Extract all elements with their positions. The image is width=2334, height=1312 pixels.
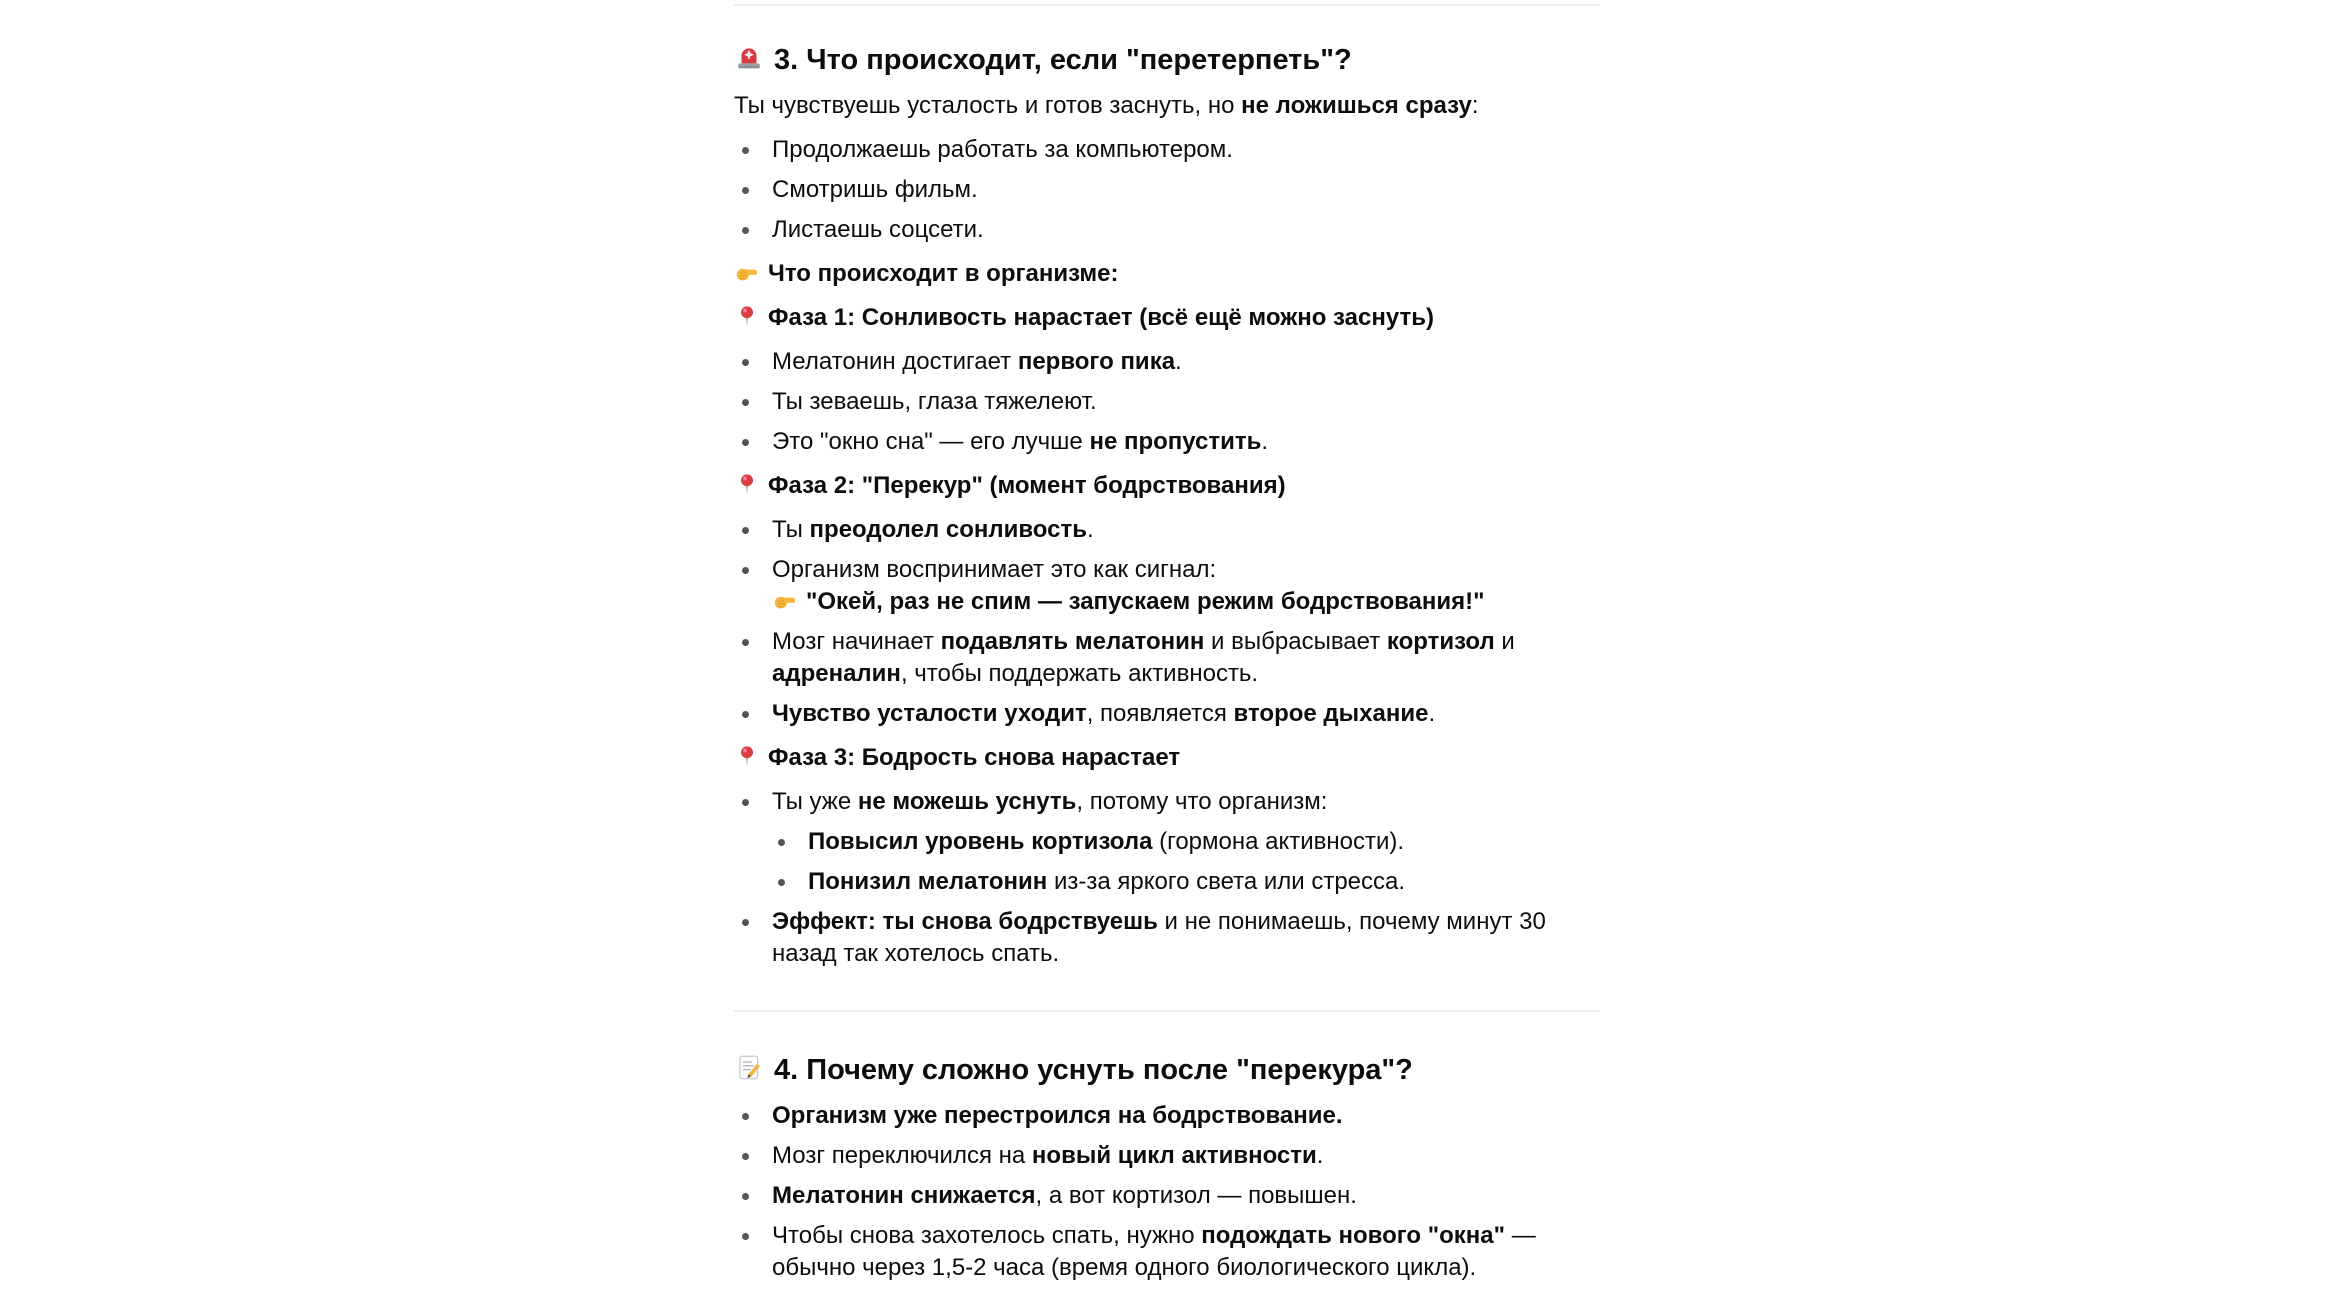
bold-text: Эффект: ты снова бодрствуешь [772, 908, 1158, 935]
text-run: (гормона активности). [1152, 828, 1405, 855]
list-item [808, 826, 1600, 858]
nested-bullet-list [772, 826, 1600, 898]
bold-text: Чувство усталости уходит [772, 700, 1087, 727]
point-right-icon [734, 260, 760, 286]
bold-text: Мелатонин снижается [772, 1182, 1036, 1209]
list-item [772, 214, 1600, 246]
text-run: Мелатонин достигает [772, 348, 1018, 375]
text-run: . [1428, 700, 1436, 727]
phase-1-heading [734, 302, 1600, 334]
text-run: и не понимаешь, почему минут 30 назад так хотелось спать. [772, 908, 1546, 967]
bold-text: второе дыхание [1233, 700, 1429, 727]
document-content [734, 4, 1600, 1284]
text-run: , чтобы поддержать активность. [900, 660, 1259, 687]
list-item [772, 554, 1600, 618]
text-run: , потому что организм: [1076, 788, 1328, 815]
list-item [772, 174, 1600, 206]
list-item [772, 346, 1600, 378]
text-run: Смотришь фильм. [772, 176, 978, 203]
bold-text: Повысил уровень кортизола [808, 828, 1153, 855]
list-item [772, 134, 1600, 166]
text-run: Чтобы снова захотелось спать, нужно [772, 1222, 1202, 1249]
text-run: Продолжаешь работать за компьютером. [772, 136, 1233, 163]
bold-text: Понизил мелатонин [808, 868, 1048, 895]
list-item [772, 626, 1600, 690]
bold-text: Фаза 3: Бодрость снова нарастает [768, 744, 1181, 771]
bold-text: подождать нового "окна" [1201, 1222, 1506, 1249]
list-item [772, 698, 1600, 730]
bold-text: Организм уже перестроился на бодрствование. [772, 1102, 1343, 1129]
bold-text: кортизол [1386, 628, 1495, 655]
bold-text: адреналин [772, 660, 901, 687]
section-4-list [734, 1100, 1600, 1284]
pushpin-icon [734, 744, 760, 770]
phase-2-heading [734, 470, 1600, 502]
siren-icon [734, 43, 764, 73]
bold-text: Что происходит в организме: [768, 260, 1119, 287]
text-run: Листаешь соцсети. [772, 216, 984, 243]
text-run: из-за яркого света или стресса. [1047, 868, 1406, 895]
text-run: Ты уже [772, 788, 858, 815]
text-run: : [1471, 92, 1479, 119]
list-item [772, 906, 1600, 970]
text-run: Мозг начинает [772, 628, 941, 655]
list-item [772, 514, 1600, 546]
section-divider [734, 1010, 1600, 1012]
distraction-list [734, 134, 1600, 246]
list-item [772, 1100, 1600, 1132]
list-item [808, 866, 1600, 898]
text-run: . [1175, 348, 1182, 375]
text-run: Мозг переключился на [772, 1142, 1032, 1169]
bold-text: первого пика [1017, 348, 1176, 375]
memo-icon [734, 1053, 764, 1083]
text-run: Ты [772, 516, 810, 543]
bold-text: не можешь уснуть [857, 788, 1077, 815]
bold-text: 4. Почему сложно уснуть после "перекура"? [774, 1054, 1413, 1086]
pushpin-icon [734, 472, 760, 498]
list-item [772, 1220, 1600, 1284]
list-item [772, 1180, 1600, 1212]
phase-2-list [734, 514, 1600, 730]
bold-text: 3. Что происходит, если "перетерпеть"? [774, 44, 1352, 76]
text-run: — обычно через 1,5-2 часа (время одного биологического цикла). [772, 1222, 1536, 1281]
text-run: и выбрасывает [1204, 628, 1387, 655]
intro-paragraph [734, 90, 1600, 122]
organism-intro [734, 258, 1600, 290]
bold-text: Фаза 1: Сонливость нарастает (всё ещё можно заснуть) [768, 304, 1434, 331]
text-run: и [1494, 628, 1515, 655]
text-run: Организм воспринимает это как сигнал: [772, 556, 1217, 583]
bold-text: не ложишься сразу [1241, 92, 1472, 119]
list-item [772, 426, 1600, 458]
text-run: , появляется [1086, 700, 1234, 727]
section-4-heading [734, 1052, 1600, 1088]
text-run: . [1261, 428, 1269, 455]
phase-3-list [734, 786, 1600, 970]
text-run: . [1087, 516, 1094, 543]
list-item [772, 786, 1600, 898]
bold-text: не пропустить [1089, 428, 1262, 455]
pushpin-icon [734, 304, 760, 330]
text-run: Ты чувствуешь усталость и готов заснуть, но [734, 92, 1242, 119]
phase-3-heading [734, 742, 1600, 774]
bold-text: новый цикл активности [1031, 1142, 1317, 1169]
text-run: . [1316, 1142, 1324, 1169]
phase-1-list [734, 346, 1600, 458]
text-run: Ты зеваешь, глаза тяжелеют. [772, 388, 1097, 415]
list-item [772, 386, 1600, 418]
bold-text: "Окей, раз не спим — запускаем режим бодрствования!" [806, 588, 1485, 615]
bold-text: Фаза 2: "Перекур" (момент бодрствования) [768, 472, 1286, 499]
section-3-heading [734, 42, 1600, 78]
bold-text: преодолел сонливость [809, 516, 1088, 543]
point-right-icon [772, 588, 798, 614]
list-item [772, 1140, 1600, 1172]
text-run: Это "окно сна" — его лучше [772, 428, 1090, 455]
text-run: , а вот кортизол — повышен. [1035, 1182, 1357, 1209]
bold-text: подавлять мелатонин [940, 628, 1205, 655]
top-divider [734, 4, 1600, 6]
